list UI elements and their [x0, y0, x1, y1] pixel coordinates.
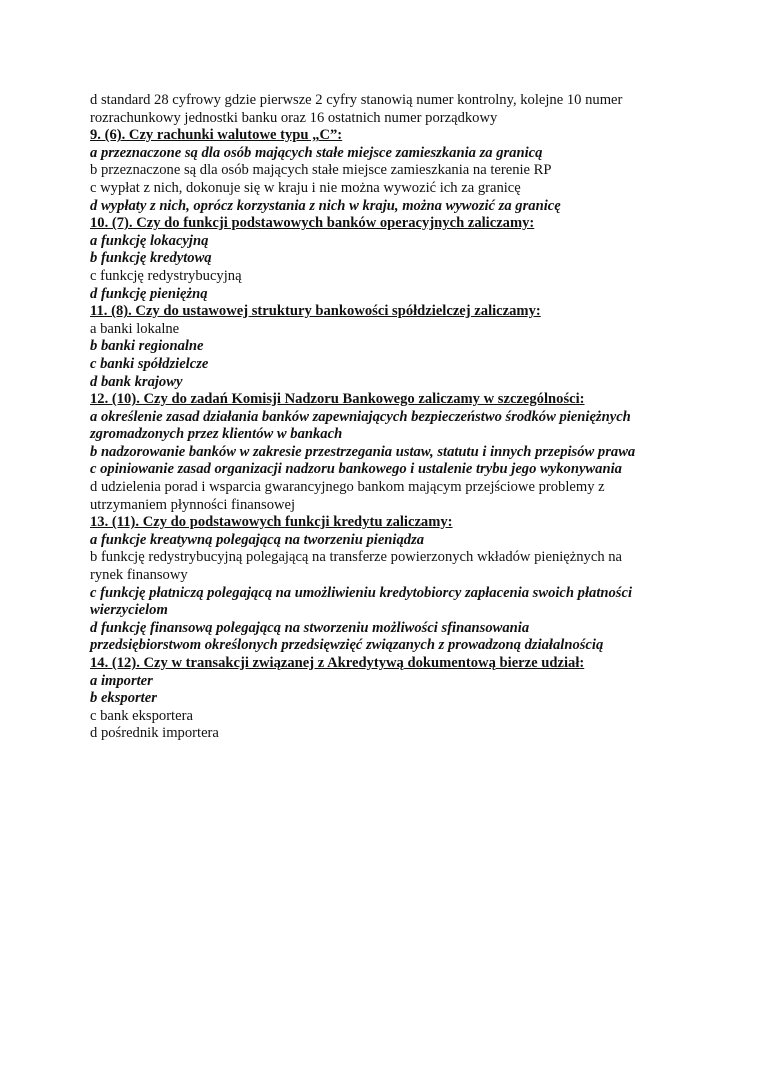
answer-correct-line: c opiniowanie zasad organizacji nadzoru bankowego i ustalenie trybu jego wykonywania [90, 461, 622, 478]
answer-option-line: a banki lokalne [90, 320, 180, 337]
answer-correct-line: b eksporter [90, 690, 157, 707]
question-heading-line: 10. (7). Czy do funkcji podstawowych banków operacyjnych zaliczamy: [90, 215, 535, 232]
answer-option-line: b funkcję redystrybucyjną polegającą na transferze powierzonych wkładów pieniężnych na [90, 549, 623, 566]
answer-correct-line: wierzycielom [90, 602, 168, 619]
answer-option-line: utrzymaniem płynności finansowej [90, 496, 296, 513]
answer-option-line: c wypłat z nich, dokonuje się w kraju i nie można wywozić ich za granicę [90, 179, 521, 196]
answer-option-line: rozrachunkowy jednostki banku oraz 16 ostatnich numer porządkowy [90, 109, 498, 126]
question-heading-line: 13. (11). Czy do podstawowych funkcji kredytu zaliczamy: [90, 514, 453, 531]
answer-correct-line: a przeznaczone są dla osób mających stałe miejsce zamieszkania za granicą [90, 144, 543, 161]
answer-correct-line: d funkcję finansową polegającą na stworzeniu możliwości sfinansowania [90, 619, 530, 636]
answer-option-line: c bank eksportera [90, 707, 193, 724]
answer-correct-line: b funkcję kredytową [90, 250, 212, 267]
answer-correct-line: d bank krajowy [90, 373, 183, 390]
answer-correct-line: d funkcję pieniężną [90, 285, 208, 302]
answer-option-line: c funkcję redystrybucyjną [90, 267, 242, 284]
question-heading-line: 11. (8). Czy do ustawowej struktury bankowości spółdzielczej zaliczamy: [90, 303, 541, 320]
answer-option-line: d standard 28 cyfrowy gdzie pierwsze 2 cyfry stanowią numer kontrolny, kolejne 10 numer [90, 92, 623, 108]
answer-correct-line: zgromadzonych przez klientów w bankach [90, 426, 343, 443]
answer-option-line: d pośrednik importera [90, 725, 219, 742]
answer-correct-line: a funkcje kreatywną polegającą na tworzeniu pieniądza [90, 531, 425, 548]
answer-option-line: b przeznaczone są dla osób mających stałe miejsce zamieszkania na terenie RP [90, 162, 552, 179]
answer-correct-line: b nadzorowanie banków w zakresie przestrzegania ustaw, statutu i innych przepisów prawa [90, 443, 636, 460]
answer-correct-line: c banki spółdzielcze [90, 355, 209, 372]
answer-correct-line: b banki regionalne [90, 338, 204, 355]
answer-correct-line: a określenie zasad działania banków zapewniających bezpieczeństwo środków pieniężnych [90, 408, 631, 425]
answer-correct-line: a importer [90, 672, 153, 689]
answer-option-line: d udzielenia porad i wsparcia gwarancyjnego bankom mającym przejściowe problemy z [90, 479, 605, 496]
answer-correct-line: d wypłaty z nich, oprócz korzystania z nich w kraju, można wywozić za granicę [90, 197, 561, 214]
answer-correct-line: przedsiębiorstwom określonych przedsięwzięć związanych z prowadzoną działalnością [90, 637, 604, 654]
question-heading-line: 14. (12). Czy w transakcji związanej z Akredytywą dokumentową bierze udział: [90, 655, 585, 671]
document-page [90, 92, 670, 743]
question-heading-line: 9. (6). Czy rachunki walutowe typu „C”: [90, 127, 343, 144]
answer-option-line: rynek finansowy [90, 567, 188, 584]
answer-correct-line: a funkcję lokacyjną [90, 232, 209, 249]
question-heading-line: 12. (10). Czy do zadań Komisji Nadzoru Bankowego zaliczamy w szczególności: [90, 391, 585, 408]
answer-correct-line: c funkcję płatniczą polegającą na umożliwieniu kredytobiorcy zapłacenia swoich płatności [90, 584, 632, 601]
